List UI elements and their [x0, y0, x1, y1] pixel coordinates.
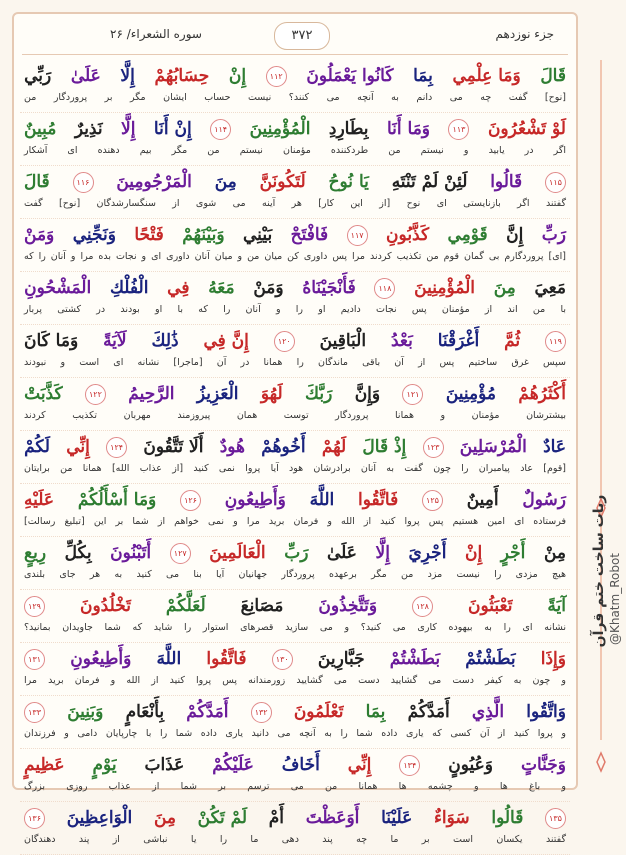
verse-line: [20, 537, 570, 590]
ayah-number-medallion: ۱۲۳: [423, 437, 444, 458]
arabic-word: أَتَبْنُونَ: [110, 543, 152, 563]
arabic-word: لَوْ تَشْعُرُونَ: [487, 119, 566, 139]
arabic-word: مُبِينٌ: [24, 119, 57, 139]
arabic-word: الرَّحِيمُ: [128, 384, 175, 404]
arabic-word: وَبَنِينَ: [67, 702, 104, 722]
arabic-text: [24, 804, 566, 832]
arabic-word: عَذَابَ: [144, 755, 185, 775]
arabic-word: الَّذِي: [471, 702, 505, 722]
arabic-word: إِنِّي: [347, 755, 372, 775]
juz-title: جزء نوزدهم: [495, 27, 554, 41]
arabic-text: [24, 592, 566, 620]
arabic-word: الْمَشْحُونِ: [24, 278, 92, 298]
arabic-word: مِنْ: [543, 543, 566, 563]
arabic-word: وَمَنْ: [24, 225, 55, 245]
arabic-word: أَمِينٌ: [466, 490, 499, 510]
arabic-word: أَلَا تَتَّقُونَ: [143, 437, 204, 457]
arabic-word: رِيعٍ: [24, 543, 47, 563]
arabic-word: عَادٌ: [543, 437, 566, 457]
persian-translation: هیچ مزدی را نیست مزد من مگر برعهده پروردگار جهانیان آیا بنا می کنید به هر جای بلندی: [24, 569, 566, 580]
arabic-word: قَالَ: [540, 66, 566, 86]
ayah-number-medallion: ۱۲۱: [402, 384, 423, 405]
arabic-word: أَجْرٍ: [500, 543, 526, 563]
ayah-number-medallion: ۱۲۸: [412, 596, 433, 617]
verse-lines: [20, 60, 570, 855]
ayah-number-medallion: ۱۲۹: [24, 596, 45, 617]
verse-line: [20, 484, 570, 537]
ayah-number-medallion: ۱۳۵: [545, 808, 566, 829]
arabic-word: يَا نُوحُ: [328, 172, 369, 192]
arabic-word: لَكُمْ: [24, 437, 50, 457]
arabic-word: تَعْبَثُونَ: [467, 596, 513, 616]
arabic-word: أَخَافُ: [281, 755, 320, 775]
arabic-word: عَلَيْنَا: [381, 808, 413, 828]
verse-line: [20, 696, 570, 749]
arabic-text: [24, 274, 566, 302]
persian-translation: [قوم] عاد پیامبران را چون گفت به آنان برادرشان هود آیا پروا نمی کنید [از عذاب الله] همانا من برایتان: [24, 463, 566, 474]
arabic-word: وَمَا أَنَا: [386, 119, 431, 139]
arabic-word: الْمُرْسَلِينَ: [459, 437, 527, 457]
persian-translation: و باغ ها و چشمه ها همانا من می ترسم بر شما از عذاب روزی بزرگ: [24, 781, 566, 792]
arabic-word: بَطَشْتُمْ: [465, 649, 516, 669]
arabic-word: اللَّهَ: [309, 490, 335, 510]
arabic-word: وَجَنَّاتٍ: [520, 755, 566, 775]
arabic-word: وَاتَّقُوا: [526, 702, 566, 722]
arabic-word: هُودٌ: [219, 437, 246, 457]
arabic-word: الْبَاقِينَ: [319, 331, 367, 351]
verse-line: [20, 590, 570, 643]
arabic-text: [24, 221, 566, 249]
arabic-word: الْفُلْكِ: [109, 278, 149, 298]
persian-translation: نشانه ای را به بیهوده کاری می کنید؟ و می سازید قصرهای استوار را شاید که شما جاویدان بمانید؟: [24, 622, 566, 633]
arabic-word: مُؤْمِنِينَ: [445, 384, 497, 404]
arabic-word: وَتَتَّخِذُونَ: [318, 596, 378, 616]
ayah-number-medallion: ۱۲۴: [106, 437, 127, 458]
header-divider: [22, 54, 568, 55]
arabic-word: أَمْ: [268, 808, 285, 828]
arabic-word: يَوْمٍ: [92, 755, 117, 775]
persian-translation: گفتند اگر بازنایستی ای نوح [از این کار] هر آینه می شوی از سنگسارشدگان [نوح] گفت: [24, 198, 566, 209]
arabic-word: إِلَّا: [375, 543, 390, 563]
arabic-word: أَوَعَظْتَ: [305, 808, 360, 828]
quran-page: [12, 12, 578, 845]
arabic-word: بَعْدُ: [390, 331, 413, 351]
verse-line: [20, 219, 570, 272]
verse-line: [20, 113, 570, 166]
persian-translation: و چون به کیفر دست می گشایید دست می گشایید زورمندانه پس پروا کنید از الله و فرمان برید مرا: [24, 675, 566, 686]
arabic-text: [24, 698, 566, 726]
arabic-word: مَصَانِعَ: [240, 596, 284, 616]
persian-translation: سپس غرق ساختیم پس از آن باقی ماندگان را همانا در آن [ماجرا] نشانه ای است و نبودند: [24, 357, 566, 368]
ayah-number-medallion: ۱۱۸: [374, 278, 395, 299]
ayah-number-medallion: ۱۳۱: [24, 649, 45, 670]
arabic-word: عَلَيْكُمْ: [212, 755, 254, 775]
ayah-number-medallion: ۱۲۷: [170, 543, 191, 564]
arabic-word: وَمَا عِلْمِي: [452, 66, 521, 86]
persian-translation: بیشترشان مؤمنان و همانا پروردگار توست همان پیروزمند مهربان تکذیب کردند: [24, 410, 566, 421]
verse-line: [20, 643, 570, 696]
arabic-word: كَذَّبُونِ: [386, 225, 430, 245]
persian-translation: گفتند یکسان است بر ما چه پند دهی ما را یا نباشی از پند دهندگان: [24, 834, 566, 845]
arabic-word: رَبِّ: [284, 543, 309, 563]
arabic-word: كَانُوا يَعْمَلُونَ: [306, 66, 394, 86]
arabic-word: تَعْلَمُونَ: [293, 702, 344, 722]
arabic-word: مَعَهُ: [208, 278, 235, 298]
ayah-number-medallion: ۱۳۶: [24, 808, 45, 829]
arabic-word: فِي: [167, 278, 190, 298]
verse-line: [20, 749, 570, 802]
arabic-word: رَبِّ: [541, 225, 566, 245]
arabic-word: لَعَلَّكُمْ: [165, 596, 206, 616]
arabic-word: وَنَجِّنِي: [72, 225, 116, 245]
arabic-word: جَبَّارِينَ: [317, 649, 365, 669]
page-header: [14, 14, 576, 58]
arabic-word: إِلَّا: [121, 119, 136, 139]
arabic-word: عَلَيْهِ: [24, 490, 55, 510]
arabic-word: ثُمَّ: [504, 331, 521, 351]
arabic-word: أَكْثَرُهُمْ: [518, 384, 566, 404]
persian-translation: و پروا کنید از آن کسی که یاری داده شما را به آنچه می دانید یاری داده شما را با چارپایان دامی و فرزندان: [24, 728, 566, 739]
arabic-word: فَاتَّقُوا: [358, 490, 399, 510]
arabic-word: بِطَارِدِ: [328, 119, 369, 139]
ayah-number-medallion: ۱۱۶: [73, 172, 94, 193]
arabic-word: وَأَطِيعُونِ: [224, 490, 286, 510]
arabic-text: [24, 327, 566, 355]
arabic-word: الْمُؤْمِنِينَ: [414, 278, 475, 298]
arabic-word: عَلَىٰ: [327, 543, 357, 563]
verse-line: [20, 325, 570, 378]
arabic-word: وَمَا كَانَ: [24, 331, 79, 351]
ayah-number-medallion: ۱۳۴: [399, 755, 420, 776]
arabic-word: فَتْحًا: [134, 225, 164, 245]
channel-handle[interactable]: @Khatm_Robot: [608, 552, 622, 646]
arabic-word: عَظِيمٍ: [24, 755, 65, 775]
page-number: ۳۷۲: [274, 22, 330, 50]
arabic-word: إِلَّا: [120, 66, 135, 86]
arabic-text: [24, 168, 566, 196]
ayah-number-medallion: ۱۲۰: [274, 331, 295, 352]
ayah-number-medallion: ۱۲۶: [180, 490, 201, 511]
arabic-word: فَافْتَحْ: [290, 225, 329, 245]
ayah-number-medallion: ۱۲۲: [85, 384, 106, 405]
surah-title: سوره الشعراء/ ۲۶: [110, 27, 202, 41]
persian-translation: [نوح] گفت چه می دانم به آنچه می کنند؟ نیست حساب ایشان مگر بر پروردگار من: [24, 92, 566, 103]
arabic-word: وَعُيُونٍ: [448, 755, 494, 775]
arabic-word: أَمَدَّكُمْ: [407, 702, 450, 722]
ayah-number-medallion: ۱۱۲: [266, 66, 287, 87]
arabic-word: قَالَ: [24, 172, 50, 192]
verse-line: [20, 166, 570, 219]
arabic-word: اللَّهَ: [156, 649, 182, 669]
ayah-number-medallion: ۱۱۴: [210, 119, 231, 140]
arabic-word: آيَةً: [547, 596, 566, 616]
arabic-word: إِنْ أَنَا: [153, 119, 192, 139]
arabic-word: لَتَكُونَنَّ: [259, 172, 306, 192]
arabic-word: بَطَشْتُمْ: [389, 649, 441, 669]
persian-translation: اگر در یابید و نیستم من طردکننده مؤمنان نیستم من مگر بیم دهنده ای آشکار: [24, 145, 566, 156]
ayah-number-medallion: ۱۳۳: [24, 702, 45, 723]
verse-line: [20, 272, 570, 325]
arabic-word: فَاتَّقُوا: [206, 649, 247, 669]
arabic-word: الْوَاعِظِينَ: [66, 808, 133, 828]
persian-translation: با من اند از مؤمنان پس نجات دادیم او را و آنان را که با او بودند در کشتی پربار: [24, 304, 566, 315]
verse-line: [20, 60, 570, 113]
arabic-word: إِذْ قَالَ: [362, 437, 407, 457]
arabic-word: وَبَيْنَهُمْ: [182, 225, 225, 245]
ayah-number-medallion: ۱۱۳: [448, 119, 469, 140]
arabic-word: ذَٰلِكَ: [151, 331, 179, 351]
ayah-number-medallion: ۱۱۷: [347, 225, 368, 246]
arabic-word: وَإِنَّ: [354, 384, 381, 404]
arabic-word: إِنْ: [464, 543, 483, 563]
arabic-text: [24, 751, 566, 779]
arabic-word: سَوَاءٌ: [433, 808, 470, 828]
arabic-word: أَجْرِيَ: [408, 543, 447, 563]
arabic-text: [24, 380, 566, 408]
channel-brand: ربات ساخت ختم قرآن: [591, 494, 607, 648]
arabic-word: أَخُوهُمْ: [261, 437, 306, 457]
arabic-word: لَآيَةً: [103, 331, 127, 351]
arabic-word: بِكُلِّ: [64, 543, 92, 563]
arabic-word: كَذَّبَتْ: [24, 384, 63, 404]
arabic-word: إِنْ: [228, 66, 247, 86]
arabic-word: مِنَ: [153, 808, 176, 828]
arabic-word: وَإِذَا: [540, 649, 566, 669]
arabic-word: لَهُوَ: [260, 384, 283, 404]
persian-translation: [ای] پروردگارم بی گمان قوم من تکذیب کردند مرا پس داوری کن میان من و میان آنان داوری ای و نجات بده مرا و آنان را که: [24, 251, 566, 262]
arabic-word: الْمُؤْمِنِينَ: [249, 119, 311, 139]
arabic-word: مِنَ: [214, 172, 237, 192]
ayah-number-medallion: ۱۱۵: [545, 172, 566, 193]
side-strip: [582, 0, 622, 800]
ayah-number-medallion: ۱۲۵: [422, 490, 443, 511]
arabic-word: إِنَّ: [506, 225, 524, 245]
arabic-word: لَئِنْ لَمْ تَنْتَهِ: [391, 172, 468, 192]
arabic-word: الْمَرْجُومِينَ: [116, 172, 192, 192]
arabic-word: رَسُولٌ: [522, 490, 566, 510]
arabic-word: أَغْرَقْنَا: [437, 331, 480, 351]
verse-line: [20, 802, 570, 855]
arabic-word: حِسَابُهُمْ: [154, 66, 210, 86]
arabic-word: لَهُمْ: [321, 437, 347, 457]
arabic-word: إِنَّ فِي: [203, 331, 249, 351]
arabic-word: قَوْمِي: [447, 225, 488, 245]
persian-translation: فرستاده ای امین هستیم پس پروا کنید از الله و فرمان برید مرا و نمی خواهم از شما بر این [تبلیغ رسالت]: [24, 516, 566, 527]
ayah-number-medallion: ۱۱۹: [545, 331, 566, 352]
ayah-number-medallion: ۱۳۲: [251, 702, 272, 723]
arabic-word: رَبَّكَ: [305, 384, 333, 404]
arabic-word: إِنِّي: [66, 437, 90, 457]
arabic-word: مَعِيَ: [534, 278, 566, 298]
arabic-text: [24, 62, 566, 90]
arabic-word: الْعَزِيزُ: [196, 384, 239, 404]
verse-line: [20, 431, 570, 484]
arabic-word: الْعَالَمِينَ: [209, 543, 266, 563]
arabic-word: بَيْنِي: [243, 225, 273, 245]
arabic-word: وَمَنْ: [253, 278, 284, 298]
arabic-text: [24, 645, 566, 673]
arabic-word: بِمَا: [365, 702, 386, 722]
arabic-word: نَذِيرٌ: [74, 119, 103, 139]
arabic-word: عَلَىٰ: [70, 66, 101, 86]
arabic-word: قَالُوا: [490, 172, 523, 192]
arabic-word: فَأَنْجَيْنَاهُ: [302, 278, 356, 298]
verse-line: [20, 378, 570, 431]
arabic-text: [24, 486, 566, 514]
arabic-word: وَأَطِيعُونِ: [70, 649, 132, 669]
arabic-word: بِأَنْعَامٍ: [125, 702, 165, 722]
arabic-word: وَمَا أَسْأَلُكُمْ: [77, 490, 157, 510]
arabic-word: أَمَدَّكُمْ: [186, 702, 229, 722]
arabic-text: [24, 433, 566, 461]
arabic-word: مِنَ: [493, 278, 516, 298]
arabic-text: [24, 539, 566, 567]
arabic-word: رَبِّي: [24, 66, 52, 86]
arabic-text: [24, 115, 566, 143]
arabic-word: بِمَا: [413, 66, 433, 86]
arabic-word: تَخْلُدُونَ: [79, 596, 131, 616]
ayah-number-medallion: ۱۳۰: [272, 649, 293, 670]
arabic-word: قَالُوا: [491, 808, 524, 828]
arabic-word: لَمْ تَكُنْ: [197, 808, 248, 828]
